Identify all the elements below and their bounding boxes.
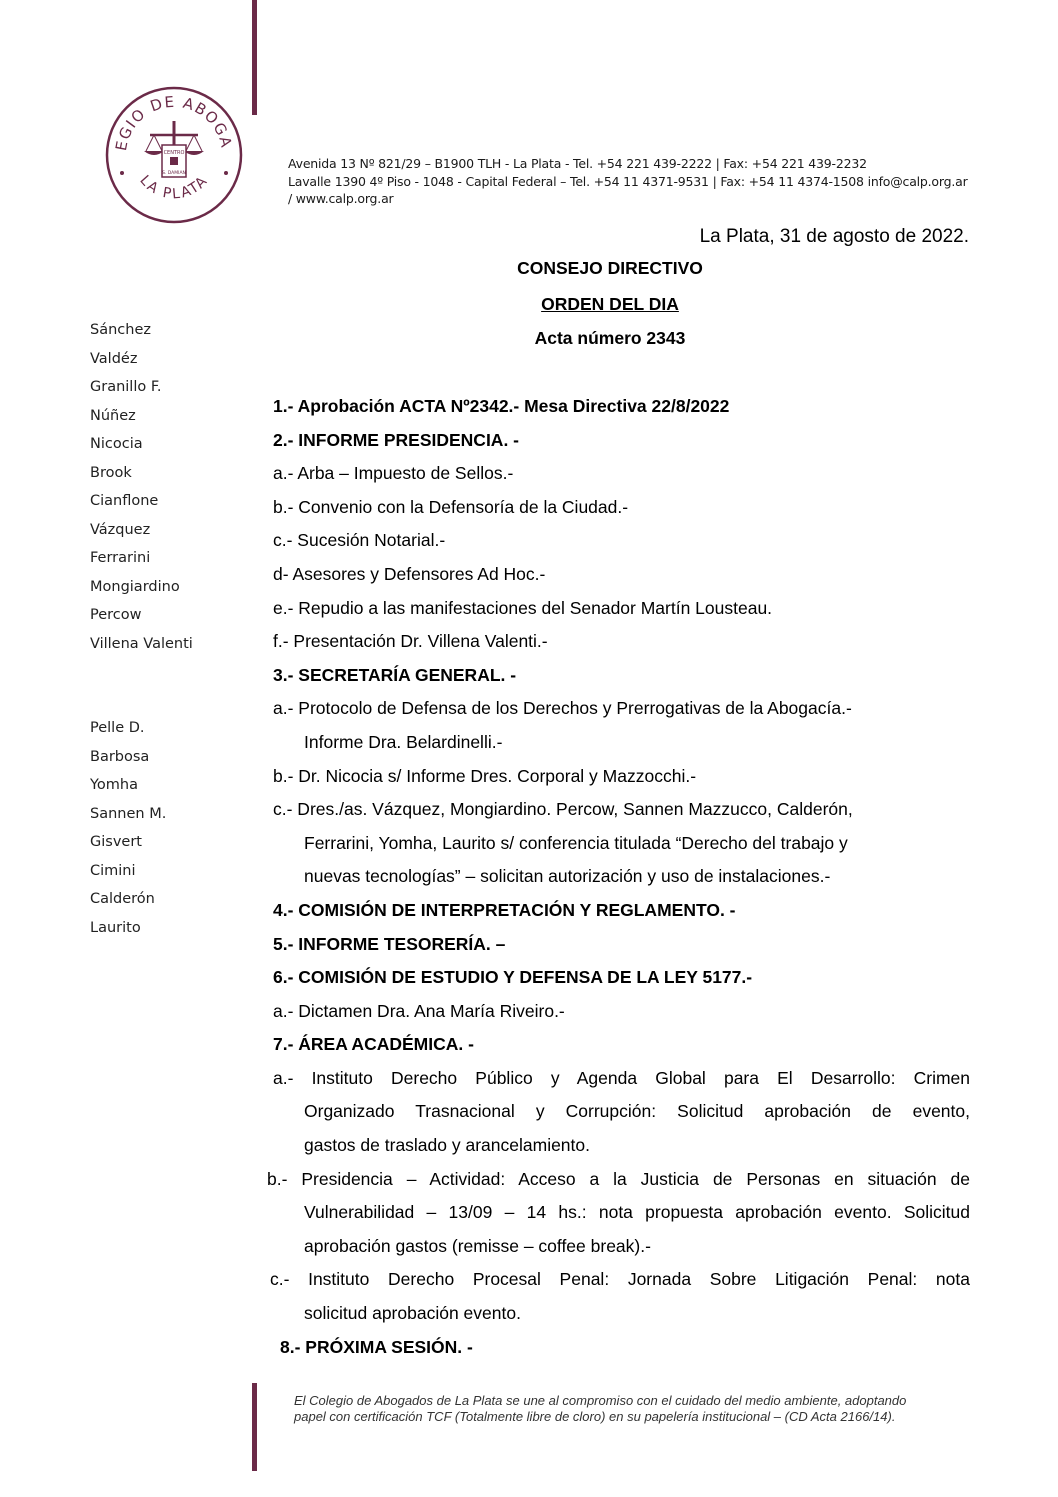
agenda-item: e.- Repudio a las manifestaciones del Senador Martín Lousteau. (273, 597, 773, 618)
colegio-logo (104, 85, 244, 225)
agenda-item: b.- Dr. Nicocia s/ Informe Dres. Corporal y Mazzocchi.- (273, 765, 697, 786)
agenda-heading: 1.- Aprobación ACTA Nº2342.- Mesa Directiva 22/8/2022 (273, 396, 730, 416)
footer-note (294, 1393, 984, 1425)
document-title: CONSEJO DIRECTIVO (517, 258, 703, 278)
agenda-heading: 2.- INFORME PRESIDENCIA. - (273, 429, 519, 450)
attendee-name: Pelle D. (90, 720, 145, 736)
attendee-name: Valdéz (90, 350, 138, 367)
agenda-item: c.- Sucesión Notarial.- (273, 530, 446, 551)
agenda-item-continuation: Vulnerabilidad – 13/09 – 14 hs.: nota propuesta aprobación evento. Solicitud (304, 1202, 970, 1223)
footer-line: papel con certificación TCF (Totalmente libre de cloro) en su papelería institucional – (CD Acta 2166/14). (294, 1409, 896, 1424)
attendee-name: Vázquez (90, 521, 151, 538)
agenda-item: a.- Protocolo de Defensa de los Derechos y Prerrogativas de la Abogacía.- (273, 698, 852, 719)
agenda-item: b.- Convenio con la Defensoría de la Ciudad.- (273, 496, 629, 517)
agenda-heading: 5.- INFORME TESORERÍA. – (273, 933, 506, 954)
agenda-item: f.- Presentación Dr. Villena Valenti.- (273, 631, 548, 652)
attendee-name: Cimini (90, 862, 136, 879)
agenda-item-continuation: aprobación gastos (remisse – coffee break).- (304, 1235, 651, 1256)
attendee-name: Mongiardino (90, 578, 180, 595)
agenda-item-continuation: nuevas tecnologías” – solicitan autorización y uso de instalaciones.- (304, 866, 831, 887)
agenda-item: a.- Instituto Derecho Público y Agenda Global para El Desarrollo: Crimen (273, 1067, 970, 1088)
agenda-item: c.- Dres./as. Vázquez, Mongiardino. Percow, Sannen Mazzucco, Calderón, (273, 799, 853, 820)
agenda-item: c.- Instituto Derecho Procesal Penal: Jornada Sobre Litigación Penal: nota (270, 1269, 970, 1290)
attendee-name: Barbosa (90, 748, 150, 765)
agenda-heading: 8.- PRÓXIMA SESIÓN. - (280, 1336, 473, 1357)
agenda-item-continuation: Ferrarini, Yomha, Laurito s/ conferencia titulada “Derecho del trabajo y (304, 832, 848, 853)
attendee-name: Sánchez (90, 322, 151, 338)
agenda-item-continuation: Informe Dra. Belardinelli.- (304, 731, 503, 752)
agenda-item-continuation: gastos de traslado y arancelamiento. (304, 1135, 590, 1156)
address-line: / www.calp.org.ar (288, 191, 394, 206)
attendees-group-1 (90, 316, 193, 658)
document-subtitle: ORDEN DEL DIA (541, 294, 679, 314)
agenda-heading: 3.- SECRETARÍA GENERAL. - (273, 664, 517, 685)
attendee-name: Percow (90, 607, 142, 623)
document-date: La Plata, 31 de agosto de 2022. (699, 226, 969, 247)
attendee-name: Brook (90, 464, 132, 481)
attendee-name: Nicocia (90, 436, 143, 452)
address-line: Avenida 13 Nº 821/29 – B1900 TLH - La Plata - Tel. +54 221 439-2222 | Fax: +54 221 439-2232 (288, 156, 867, 171)
attendee-name: Ferrarini (90, 550, 151, 566)
agenda-item-continuation: solicitud aprobación evento. (304, 1303, 521, 1324)
agenda-item: b.- Presidencia – Actividad: Acceso a la Justicia de Personas en situación de (267, 1168, 970, 1189)
agenda-item: a.- Dictamen Dra. Ana María Riveiro.- (273, 1000, 565, 1021)
agenda-item-continuation: Organizado Trasnacional y Corrupción: Solicitud aprobación de evento, (304, 1101, 970, 1122)
attendee-name: Granillo F. (90, 379, 162, 395)
agenda-heading: 4.- COMISIÓN DE INTERPRETACIÓN Y REGLAMENTO. - (273, 899, 736, 920)
decorative-bar-top (252, 0, 257, 115)
acta-number: Acta número 2343 (534, 328, 686, 348)
attendees-group-2 (90, 714, 166, 942)
attendee-name: Núñez (90, 407, 136, 424)
agenda-item: a.- Arba – Impuesto de Sellos.- (273, 463, 514, 484)
attendee-name: Yomha (90, 777, 139, 793)
attendee-name: Laurito (90, 919, 141, 936)
address-line: Lavalle 1390 4º Piso - 1048 - Capital Federal – Tel. +54 11 4371-9531 | Fax: +54 11 4374-1508 info@calp.org.ar (288, 173, 968, 189)
svg-text:S. DAMIAN: S. DAMIAN (162, 171, 186, 176)
agenda-list (267, 390, 970, 1364)
svg-text:CENTRO: CENTRO (163, 150, 185, 156)
agenda-heading: 7.- ÁREA ACADÉMICA. - (273, 1034, 474, 1055)
agenda-heading: 6.- COMISIÓN DE ESTUDIO Y DEFENSA DE LA LEY 5177.- (273, 967, 753, 988)
svg-text:LA PLATA: LA PLATA (136, 172, 212, 203)
contact-info (288, 155, 968, 208)
agenda-item: d- Asesores y Defensores Ad Hoc.- (273, 563, 546, 584)
attendee-name: Cianflone (90, 493, 159, 509)
footer-line: El Colegio de Abogados de La Plata se une al compromiso con el cuidado del medio ambiente, adoptando (294, 1393, 907, 1408)
attendee-name: Gisvert (90, 834, 142, 850)
attendee-name: Calderón (90, 891, 155, 907)
attendee-name: Sannen M. (90, 805, 167, 822)
attendee-name: Villena Valenti (90, 635, 193, 652)
svg-text:COLEGIO DE ABOGADOS: EGIO DE ABOGA (112, 92, 236, 153)
decorative-bar-bottom (252, 1383, 257, 1471)
